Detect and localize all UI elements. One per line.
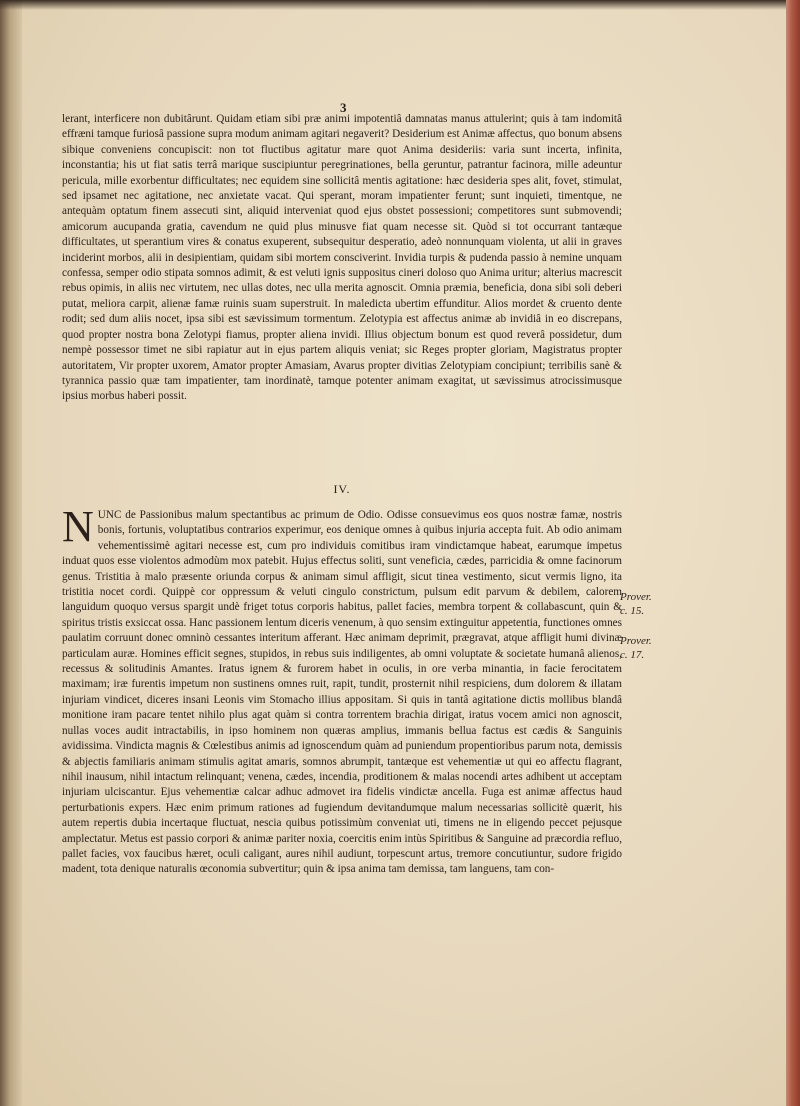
drop-cap: N bbox=[62, 502, 94, 551]
margin-note-1-line2: c. 15. bbox=[620, 605, 645, 617]
fore-edge bbox=[786, 0, 800, 1106]
section-heading: IV. bbox=[333, 482, 351, 496]
page-gutter bbox=[0, 0, 22, 1106]
margin-note-1-line1: Prover. bbox=[620, 591, 652, 603]
margin-note-2-line2: c. 17. bbox=[620, 649, 645, 661]
paragraph-2-wrapper bbox=[62, 502, 622, 878]
top-shadow bbox=[0, 0, 800, 10]
margin-note-1 bbox=[620, 590, 680, 618]
page-number: 3 bbox=[340, 100, 347, 115]
paragraph-2: UNC de Passionibus malum spectantibus ac primum de Odio. Odisse consuevimus eos quos nostræ famæ, nostris bonis, fortunis, voluptatibus contrarios experimur, eos denique omnes à quibus injuria accepta fuit. Ab odio animam vehementissimè agitari necesse est, cum pro individuis comitibus iram vindictamque habeat, earumque impetus induat quos esse violentos admodùm mox patebit. Hujus effectus soliti, sunt veneficia, cædes, parricidia & omne facinorum genus. Tristitia à malo præsente oriunda corpus & animam simul affligit, sicut tinea vestimento, sicut vermis ligno, ita tristitia nocet cordi. Quippè cor oppressum & veluti cingulo constrictum, pulsum edit parvum & debilem, calorem languidum quoquo versus spargit undè friget totus corporis habitus, pallet facies, membra torpent & collabascunt, quin & spiritus tristis exsiccat ossa. Hanc passionem lentum diceris venenum, à quo sensim extinguitur appetentia, functiones omnes paulatim corruunt donec omninò cessantes interitum afferant. Hæc animam deprimit, prægravat, atque affligit humi divinæ particulam auræ. Homines efficit segnes, stupidos, in rebus suis indiligentes, ab omni voluptate & societate humanâ alienos, recessus & solitudinis Amantes. Iratus ignem & furorem habet in oculis, in ore verba minantia, in facie ferocitatem maximam; iræ furentis impetum non sustinens omnes ruit, rapit, tundit, prosternit nihil respiciens, dum dolorem & illatam injuriam vindicet, diceres insani Leonis vim Stomacho illius appositam. Si quis in tantâ agitatione dictis mollibus blandâ monitione iram pacare tentet nihilo plus agat quàm si contra torrentem brachia dirigat, iratus vocem amici non agnoscit, nullas voces audit intractabilis, in ipso hominem non quæras amplius, immanis bellua factus est cædis & Sanguinis avidissima. Vindicta magnis & Cœlestibus animis ad ignoscendum quàm ad puniendum propentioribus parum nota, demissis & abjectis familiaris animam stimulis agitat amaris, somnos abrumpit, tantæque est vehementiæ ut qui eo affectu flagrant, nihil inausum, nihil intactum relinquant; venena, cædes, incendia, proditionem & malas nocendi artes adhibent ut acceptam injuriam ulciscantur. Ejus vehementiæ calcar adhuc admovet ira fidelis vindictæ ancella. Fuga est animæ affectus haud perturbationis expers. Hæc enim primum rationes ad fugiendum devitandumque malum necessarias sollicitè quærit, his autem repertis dubia incertaque fluctuat, nescia quibus potissimùm conveniat uti, timens ne in eligendo peccet pejusque amplectatur. Metus est passio corpori & animæ pariter noxia, coercitis enim intùs Spiritibus & Sanguine ad præcordia refluo, pallet facies, vox faucibus hæret, oculi caligant, aures nihil audiunt, torpescunt artus, tremore concutiuntur, sudore frigido madent, tota denique naturalis œconomia subvertitur; quin & ipsa anima tam demissa, tam languens, tam con- bbox=[62, 509, 622, 876]
paragraph-1: lerant, interficere non dubitârunt. Quidam etiam sibi præ animi impotentiâ damnatas manus attulerint; quis à tam indomitâ effræni tamque furiosâ passione supra modum animam agitari negaverit? Desiderium est Animæ affectus, quo bonum absens sibique conveniens concupiscit: non tot fluctibus agitatur mare quot Anima desideriis: varia sunt incerta, infinita, inconstantia; his ut fiat satis terrâ marique suscipiuntur peregrinationes, bella geruntur, patrantur facinora, mille adeuntur pericula, mille exorbentur difficultates; nec equidem sine sollicitâ mentis agitatione: hæc desideria spes alit, fovet, stimulat, sed ipsamet nec agitatione, nec anxietate vacat. Qui sperant, moram impatienter ferunt; sunt inquieti, timentque, ne antequàm optatum finem assecuti sint, aliquid interveniat quod ejus obstet possessioni; competitores sunt submovendi; amicorum aucupanda gratia, cavendum ne quid plus minusve fiat quam necesse sit. Quòd si tot occurrant tantæque difficultates, ut sperantium vires & conatus exuperent, subsequitur desperatio, adeò nonnunquam violenta, ut alii in graves inciderint morbos, alii in desipientiam, quidam sibi mortem consciverint. Invidia turpis & pudenda passio à nemine unquam confessa, semper odio stipata somnos adimit, & est veluti ignis suppositus cineri doloso quo Anima uritur; alterius macrescit rebus opimis, in aliis nec virtutem, nec ullas dotes, nec ulla merita agnoscit. Omnia præmia, beneficia, dona sibi soli deberi putat, meliora carpit, alienæ famæ ruinis suam superstruit. In maledicta ubertim effunditur. Alios mordet & cruento dente rodit; sed dum aliis nocet, ipsa sibi est sævissimum tormentum. Zelotypia est affectus animæ ab invidiâ in eo discrepans, quod propter nostra bona Zelotypi fiamus, propter aliena invidi. Illius objectum bonum est quod reverâ possidetur, dum nempè possessor timet ne sibi rapiatur aut in ejus partem aliquis veniat; sic Reges propter gloriam, Magistratus propter autoritatem, Vir propter uxorem, Amator propter Amasiam, Avarus propter divitias Zelotypiam concipiunt; terribilis sanè & tyrannica passio quæ tam impatienter, tam inordinatè, tamque potenter animam exagitat, ut sævissimus atrocissimusque ipsius morbus haberi possit. bbox=[62, 113, 622, 403]
margin-note-2 bbox=[620, 634, 680, 662]
margin-note-2-line1: Prover. bbox=[620, 635, 652, 647]
